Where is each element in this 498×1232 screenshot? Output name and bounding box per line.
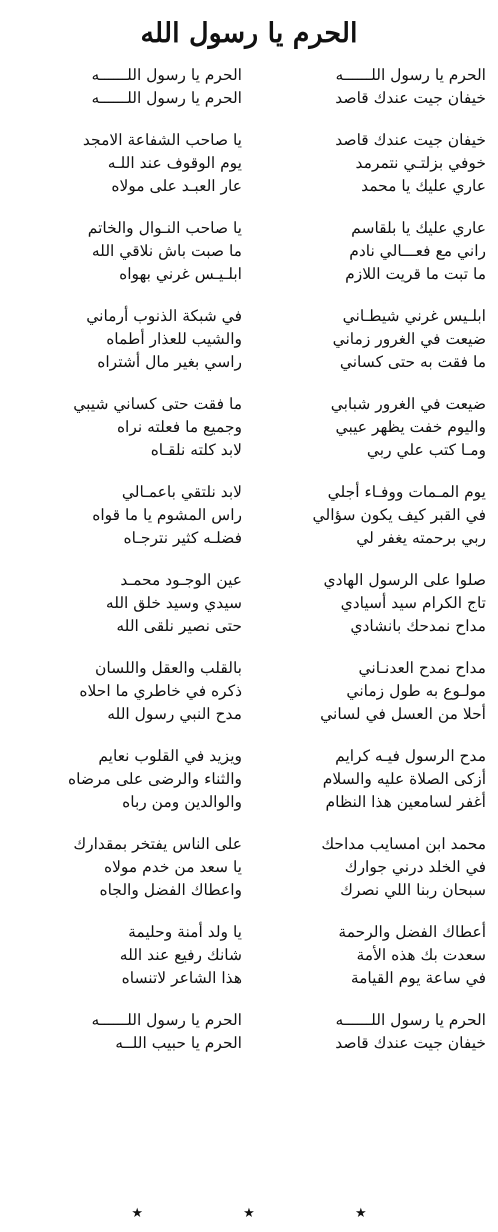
verse-line [0,967,498,990]
verse-first-hemistich: تاج الكرام سيد أسيادي [340,594,486,612]
verse-first-hemistich: ابلـيس غرني شيطـاني [342,307,486,325]
verse-line [0,240,498,263]
stanza [0,217,498,286]
verse-first-hemistich: أعطاك الفضل والرحمة [338,923,486,941]
verse-second-hemistich: يوم الوقوف عند اللـه [107,154,242,172]
verse-line [0,393,498,416]
verse-second-hemistich: الحرم يا حبيب اللــه [115,1034,242,1052]
verse-first-hemistich: عاري عليك يا محمد [361,177,486,195]
verse-line [0,481,498,504]
verse-line [0,879,498,902]
verse-second-hemistich: لابد نلتقي باعمـالي [121,483,242,501]
verse-first-hemistich: الحرم يا رسول اللــــــه [335,66,486,84]
closing-ornament: ★ ★ ★ [131,1206,415,1221]
verse-first-hemistich: ما فقت به حتى كساني [339,353,486,371]
verse-first-hemistich: محمد ابن امسايب مداحك [321,835,486,853]
verse-second-hemistich: يا سعد من خدم مولاه [103,858,242,876]
verse-second-hemistich: الحرم يا رسول اللــــــه [91,66,242,84]
verse-second-hemistich: فضلـه كثير نترجـاه [123,529,242,547]
verse-second-hemistich: ذكره في خاطري ما احلاه [79,682,242,700]
stanza [0,745,498,814]
verse-line [0,856,498,879]
verse-line [0,129,498,152]
verse-line [0,680,498,703]
verse-line [0,439,498,462]
verse-second-hemistich: عين الوجـود محمـد [120,571,242,589]
verse-first-hemistich: مداح نمدحك بانشادي [350,617,486,635]
verse-second-hemistich: والوالدين ومن رباه [122,793,242,811]
verse-first-hemistich: في الخلد درني جوارك [344,858,486,876]
stanza [0,1009,498,1055]
verse-line [0,569,498,592]
stanza [0,393,498,462]
verse-first-hemistich: سعدت بك هذه الأمة [356,946,486,964]
verse-line [0,416,498,439]
verse-first-hemistich: مولـوع به طول زماني [346,682,486,700]
verse-first-hemistich: سبحان ربنا اللي نصرك [340,881,486,899]
verse-first-hemistich: خوفي بزلتـي نتمرمد [355,154,486,172]
verse-second-hemistich: الحرم يا رسول اللــــــه [91,89,242,107]
verse-line [0,768,498,791]
stanza [0,657,498,726]
verse-first-hemistich: ومـا كتب علي ربي [366,441,486,459]
verse-first-hemistich: في ساعة يوم القيامة [350,969,486,987]
stanza [0,64,498,110]
verse-second-hemistich: واعطاك الفضل والجاه [99,881,242,899]
verse-first-hemistich: راني مع فعـــالي نادم [349,242,486,260]
verse-second-hemistich: يا صاحب الشفاعة الامجد [82,131,242,149]
verse-second-hemistich: الحرم يا رسول اللــــــه [91,1011,242,1029]
verse-first-hemistich: ربي برحمته يغفر لي [356,529,486,547]
verse-first-hemistich: يوم المـمات ووفـاء أجلي [327,483,486,501]
stanza [0,129,498,198]
verse-second-hemistich: راس المشوم يا ما قواه [92,506,242,524]
verse-line [0,1032,498,1055]
verse-second-hemistich: عار العبـد على مولاه [111,177,242,195]
verse-second-hemistich: والثناء والرضى على مرضاه [68,770,242,788]
verse-second-hemistich: على الناس يفتخر بمقدارك [73,835,242,853]
verse-second-hemistich: حتى نصير نلقى الله [116,617,242,635]
verse-line [0,615,498,638]
verse-second-hemistich: ما فقت حتى كساني شيبي [73,395,242,413]
verse-first-hemistich: صلوا على الرسول الهادي [323,571,486,589]
poem-title: الحرم يا رسول الله [140,18,358,49]
verse-first-hemistich: خيفان جيت عندك قاصد [335,89,486,107]
verse-first-hemistich: واليوم خفت يظهر عيبي [335,418,486,436]
verse-second-hemistich: بالقلب والعقل واللسان [95,659,242,677]
verse-first-hemistich: ضيعت في الغرور زماني [332,330,486,348]
verse-line [0,504,498,527]
verse-line [0,263,498,286]
verse-line [0,745,498,768]
verse-first-hemistich: أزكى الصلاة عليه والسلام [322,770,486,788]
poem-body [0,64,498,1074]
verse-line [0,305,498,328]
verse-first-hemistich: خيفان جيت عندك قاصد [335,131,486,149]
stanza [0,921,498,990]
verse-first-hemistich: أغفر لسامعين هذا النظام [325,793,486,811]
verse-second-hemistich: وجميع ما فعلته نراه [116,418,242,436]
verse-line [0,833,498,856]
verse-line [0,152,498,175]
verse-first-hemistich: ما تبت ما قريت اللازم [345,265,486,283]
verse-line [0,64,498,87]
verse-line [0,351,498,374]
verse-line [0,87,498,110]
verse-second-hemistich: ابلـيـس غرني بهواه [119,265,242,283]
verse-line [0,921,498,944]
verse-line [0,217,498,240]
stanza [0,569,498,638]
verse-second-hemistich: والشيب للعذار أطماه [106,330,242,348]
verse-first-hemistich: في القبر كيف يكون سؤالي [312,506,486,524]
verse-line [0,944,498,967]
verse-first-hemistich: عاري عليك يا بلقاسم [351,219,486,237]
verse-line [0,657,498,680]
verse-second-hemistich: ما صبت باش نلاقي الله [91,242,242,260]
verse-first-hemistich: ضيعت في الغرور شبابي [330,395,486,413]
verse-first-hemistich: الحرم يا رسول اللــــــه [335,1011,486,1029]
stanza [0,305,498,374]
verse-line [0,592,498,615]
verse-second-hemistich: هذا الشاعر لاتنساه [121,969,242,987]
verse-second-hemistich: ويزيد في القلوب نعايم [98,747,242,765]
verse-line [0,527,498,550]
verse-first-hemistich: مدح الرسول فيـه كرايم [335,747,486,765]
verse-second-hemistich: مدح النبي رسول الله [107,705,242,723]
stanza [0,481,498,550]
verse-line [0,328,498,351]
stanza [0,833,498,902]
verse-second-hemistich: شانك رفيع عند الله [119,946,242,964]
verse-first-hemistich: أحلا من العسل في لساني [320,705,486,723]
verse-second-hemistich: في شبكة الذنوب أرماني [86,307,242,325]
verse-second-hemistich: راسي بغير مال أشتراه [97,353,242,371]
verse-first-hemistich: مداح نمدح العدنـاني [358,659,486,677]
verse-second-hemistich: سيدي وسيد خلق الله [105,594,242,612]
verse-line [0,703,498,726]
verse-second-hemistich: يا صاحب النـوال والخاتم [87,219,242,237]
verse-first-hemistich: خيفان جيت عندك قاصد [335,1034,486,1052]
verse-line [0,1009,498,1032]
verse-second-hemistich: لابد كلته نلقـاه [150,441,242,459]
verse-line [0,175,498,198]
verse-second-hemistich: يا ولد أمنة وحليمة [128,923,242,941]
verse-line [0,791,498,814]
